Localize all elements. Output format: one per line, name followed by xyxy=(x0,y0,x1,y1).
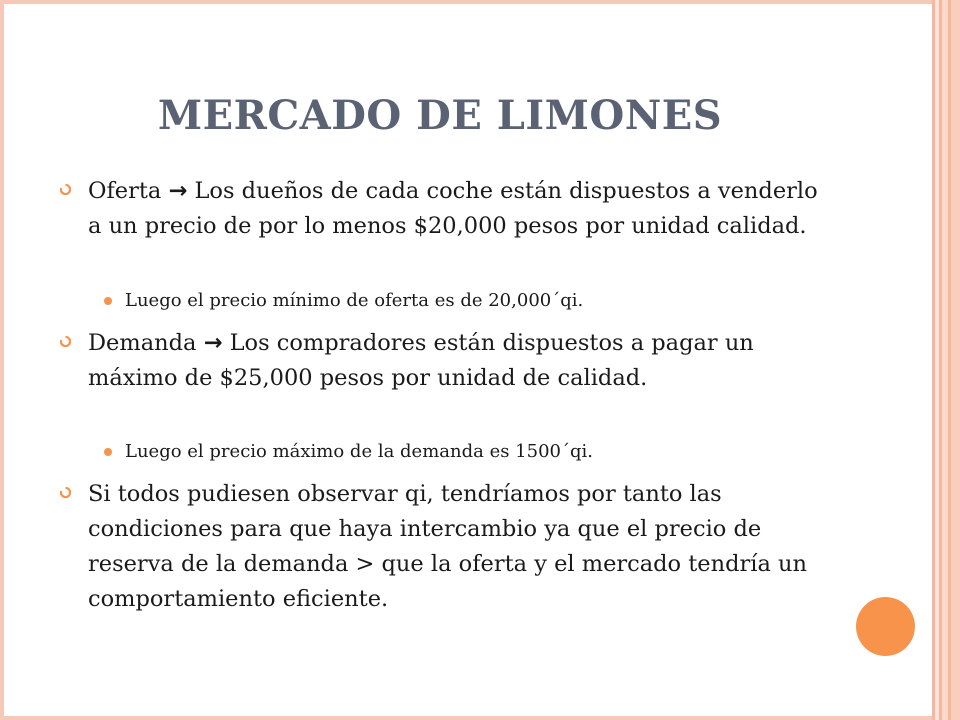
ring-bullet-icon xyxy=(60,336,71,347)
bullet-text: Si todos pudiesen observar qi, tendríamos por tanto las condiciones para que haya intercambio ya que el precio de reserva de la demanda > que la oferta y el mercado tendría un comportamiento eficiente. xyxy=(88,481,808,612)
right-stripe xyxy=(951,0,960,720)
bullet-text: Los dueños de cada coche están dispuestos a venderlo a un precio de por lo menos $20,000 pesos por unidad calidad. xyxy=(88,178,818,239)
sub-bullet-text: Luego el precio mínimo de oferta es de 20,000´qi. xyxy=(125,290,584,311)
bullet-text: Los compradores están dispuestos a pagar un máximo de $25,000 pesos por unidad de calidad. xyxy=(88,330,754,391)
corner-circle-icon xyxy=(856,597,915,656)
dot-bullet-icon xyxy=(104,297,112,305)
sub-bullet-oferta xyxy=(125,287,825,315)
ring-bullet-icon xyxy=(60,184,71,195)
ring-bullet-icon xyxy=(60,487,71,498)
bullet-conclusion xyxy=(88,477,838,617)
slide-title: MERCADO DE LIMONES xyxy=(157,92,723,139)
arrow-icon: → xyxy=(168,178,188,204)
bullet-label: Oferta xyxy=(88,178,162,204)
sub-bullet-text: Luego el precio máximo de la demanda es 1500´qi. xyxy=(125,441,593,462)
sub-bullet-demanda xyxy=(125,438,825,466)
bullet-demanda xyxy=(88,326,838,396)
bullet-label: Demanda xyxy=(88,330,197,356)
bullet-oferta xyxy=(88,174,838,244)
arrow-icon: → xyxy=(203,330,223,356)
dot-bullet-icon xyxy=(104,448,112,456)
